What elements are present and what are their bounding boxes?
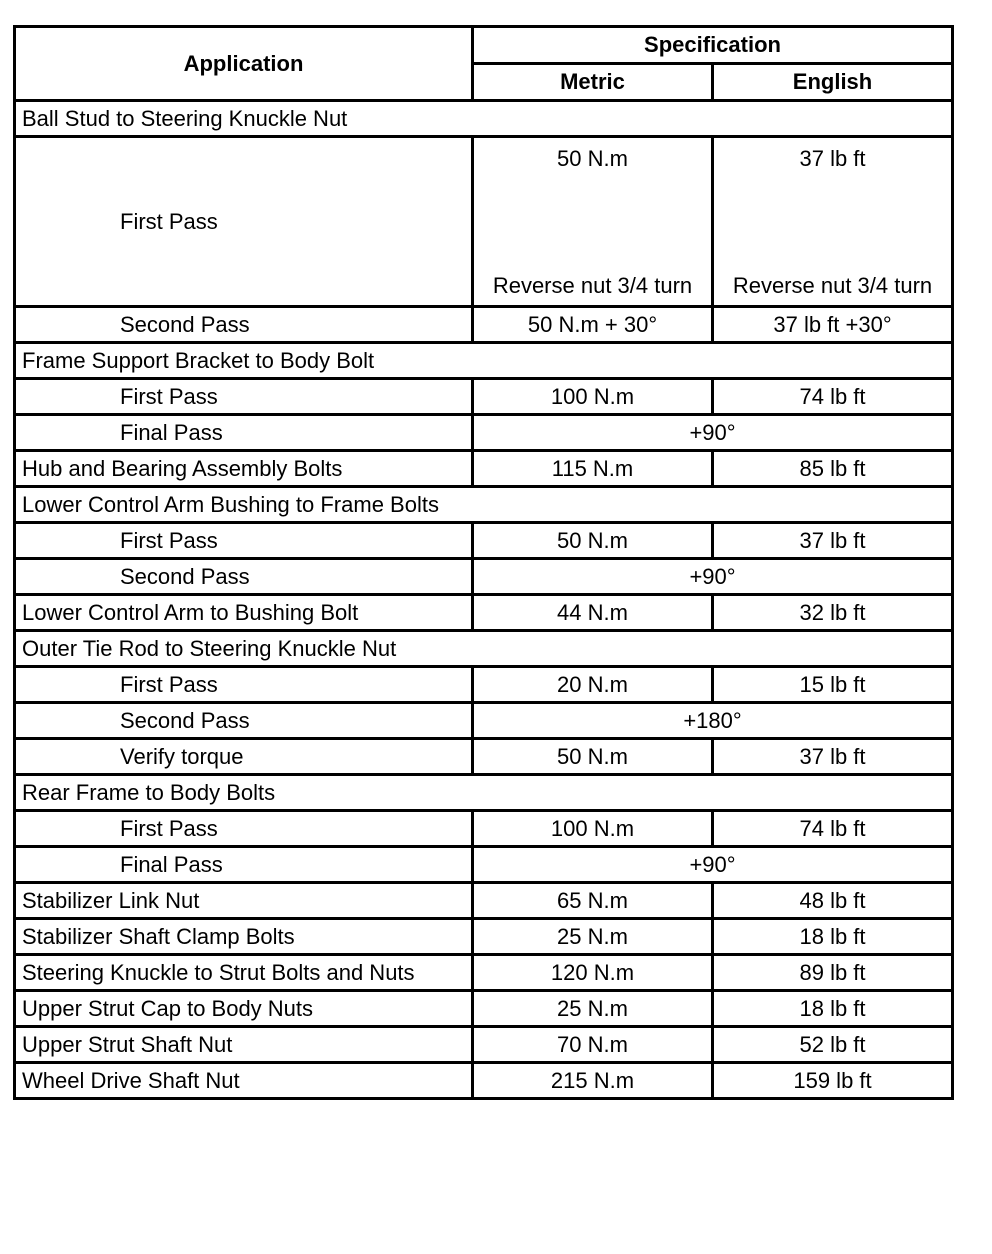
table-row bbox=[15, 847, 953, 883]
step-label: First Pass bbox=[15, 667, 473, 703]
step-label: First Pass bbox=[15, 137, 473, 307]
metric-value: 50 N.m bbox=[473, 523, 713, 559]
metric-value: 20 N.m bbox=[473, 667, 713, 703]
english-value: 15 lb ft bbox=[713, 667, 953, 703]
english-value: 32 lb ft bbox=[713, 595, 953, 631]
table-row bbox=[15, 137, 953, 307]
step-label: First Pass bbox=[15, 811, 473, 847]
group-title: Frame Support Bracket to Body Bolt bbox=[15, 343, 953, 379]
group-title: Outer Tie Rod to Steering Knuckle Nut bbox=[15, 631, 953, 667]
angle-value: +90° bbox=[473, 559, 953, 595]
step-label: Second Pass bbox=[15, 559, 473, 595]
english-cell bbox=[713, 137, 953, 307]
specification-header: Specification bbox=[473, 27, 953, 64]
application-label: Lower Control Arm to Bushing Bolt bbox=[15, 595, 473, 631]
application-label: Wheel Drive Shaft Nut bbox=[15, 1063, 473, 1099]
table-row bbox=[15, 919, 953, 955]
metric-value: 100 N.m bbox=[473, 811, 713, 847]
step-label: First Pass bbox=[15, 379, 473, 415]
step-label: Verify torque bbox=[15, 739, 473, 775]
table-row bbox=[15, 451, 953, 487]
english-value: 159 lb ft bbox=[713, 1063, 953, 1099]
header-row-top bbox=[15, 27, 953, 64]
metric-cell bbox=[473, 137, 713, 307]
english-value: 52 lb ft bbox=[713, 1027, 953, 1063]
table-row bbox=[15, 523, 953, 559]
table-row bbox=[15, 667, 953, 703]
metric-value: 65 N.m bbox=[473, 883, 713, 919]
table-row bbox=[15, 739, 953, 775]
english-header: English bbox=[713, 64, 953, 101]
application-label: Upper Strut Cap to Body Nuts bbox=[15, 991, 473, 1027]
english-value: 37 lb ft +30° bbox=[713, 307, 953, 343]
english-value: 74 lb ft bbox=[713, 811, 953, 847]
english-value: 37 lb ft bbox=[713, 739, 953, 775]
metric-value: 120 N.m bbox=[473, 955, 713, 991]
step-label: Final Pass bbox=[15, 415, 473, 451]
metric-value: 50 N.m bbox=[473, 739, 713, 775]
application-label: Steering Knuckle to Strut Bolts and Nuts bbox=[15, 955, 473, 991]
english-value: 37 lb ft bbox=[799, 146, 866, 171]
metric-value: 25 N.m bbox=[473, 991, 713, 1027]
table-row bbox=[15, 1063, 953, 1099]
table-row bbox=[15, 415, 953, 451]
application-label: Stabilizer Shaft Clamp Bolts bbox=[15, 919, 473, 955]
metric-value: 25 N.m bbox=[473, 919, 713, 955]
english-value: 18 lb ft bbox=[713, 991, 953, 1027]
table-row bbox=[15, 811, 953, 847]
metric-note: Reverse nut 3/4 turn bbox=[492, 273, 693, 298]
metric-value: 44 N.m bbox=[473, 595, 713, 631]
group-title: Ball Stud to Steering Knuckle Nut bbox=[15, 101, 953, 137]
metric-value: 70 N.m bbox=[473, 1027, 713, 1063]
application-header: Application bbox=[15, 27, 473, 101]
table-row bbox=[15, 379, 953, 415]
english-value: 48 lb ft bbox=[713, 883, 953, 919]
torque-spec-table bbox=[13, 25, 954, 1100]
table-row bbox=[15, 775, 953, 811]
table-row bbox=[15, 1027, 953, 1063]
table-row bbox=[15, 703, 953, 739]
group-title: Rear Frame to Body Bolts bbox=[15, 775, 953, 811]
english-value: 74 lb ft bbox=[713, 379, 953, 415]
table-row bbox=[15, 101, 953, 137]
english-note: Reverse nut 3/4 turn bbox=[732, 273, 933, 298]
english-value: 37 lb ft bbox=[713, 523, 953, 559]
table-row bbox=[15, 487, 953, 523]
english-value: 89 lb ft bbox=[713, 955, 953, 991]
table-row bbox=[15, 883, 953, 919]
angle-value: +90° bbox=[473, 847, 953, 883]
table-row bbox=[15, 631, 953, 667]
table-row bbox=[15, 595, 953, 631]
english-value: 85 lb ft bbox=[713, 451, 953, 487]
step-label: Final Pass bbox=[15, 847, 473, 883]
table-row bbox=[15, 343, 953, 379]
metric-header: Metric bbox=[473, 64, 713, 101]
application-label: Upper Strut Shaft Nut bbox=[15, 1027, 473, 1063]
table-row bbox=[15, 991, 953, 1027]
metric-value: 215 N.m bbox=[473, 1063, 713, 1099]
metric-value: 115 N.m bbox=[473, 451, 713, 487]
table-row bbox=[15, 955, 953, 991]
table-row bbox=[15, 559, 953, 595]
table-row bbox=[15, 307, 953, 343]
application-label: Hub and Bearing Assembly Bolts bbox=[15, 451, 473, 487]
metric-value: 50 N.m bbox=[557, 146, 628, 171]
step-label: Second Pass bbox=[15, 307, 473, 343]
english-value: 18 lb ft bbox=[713, 919, 953, 955]
group-title: Lower Control Arm Bushing to Frame Bolts bbox=[15, 487, 953, 523]
metric-value: 50 N.m + 30° bbox=[473, 307, 713, 343]
metric-value: 100 N.m bbox=[473, 379, 713, 415]
step-label: First Pass bbox=[15, 523, 473, 559]
application-label: Stabilizer Link Nut bbox=[15, 883, 473, 919]
angle-value: +90° bbox=[473, 415, 953, 451]
step-label: Second Pass bbox=[15, 703, 473, 739]
angle-value: +180° bbox=[473, 703, 953, 739]
